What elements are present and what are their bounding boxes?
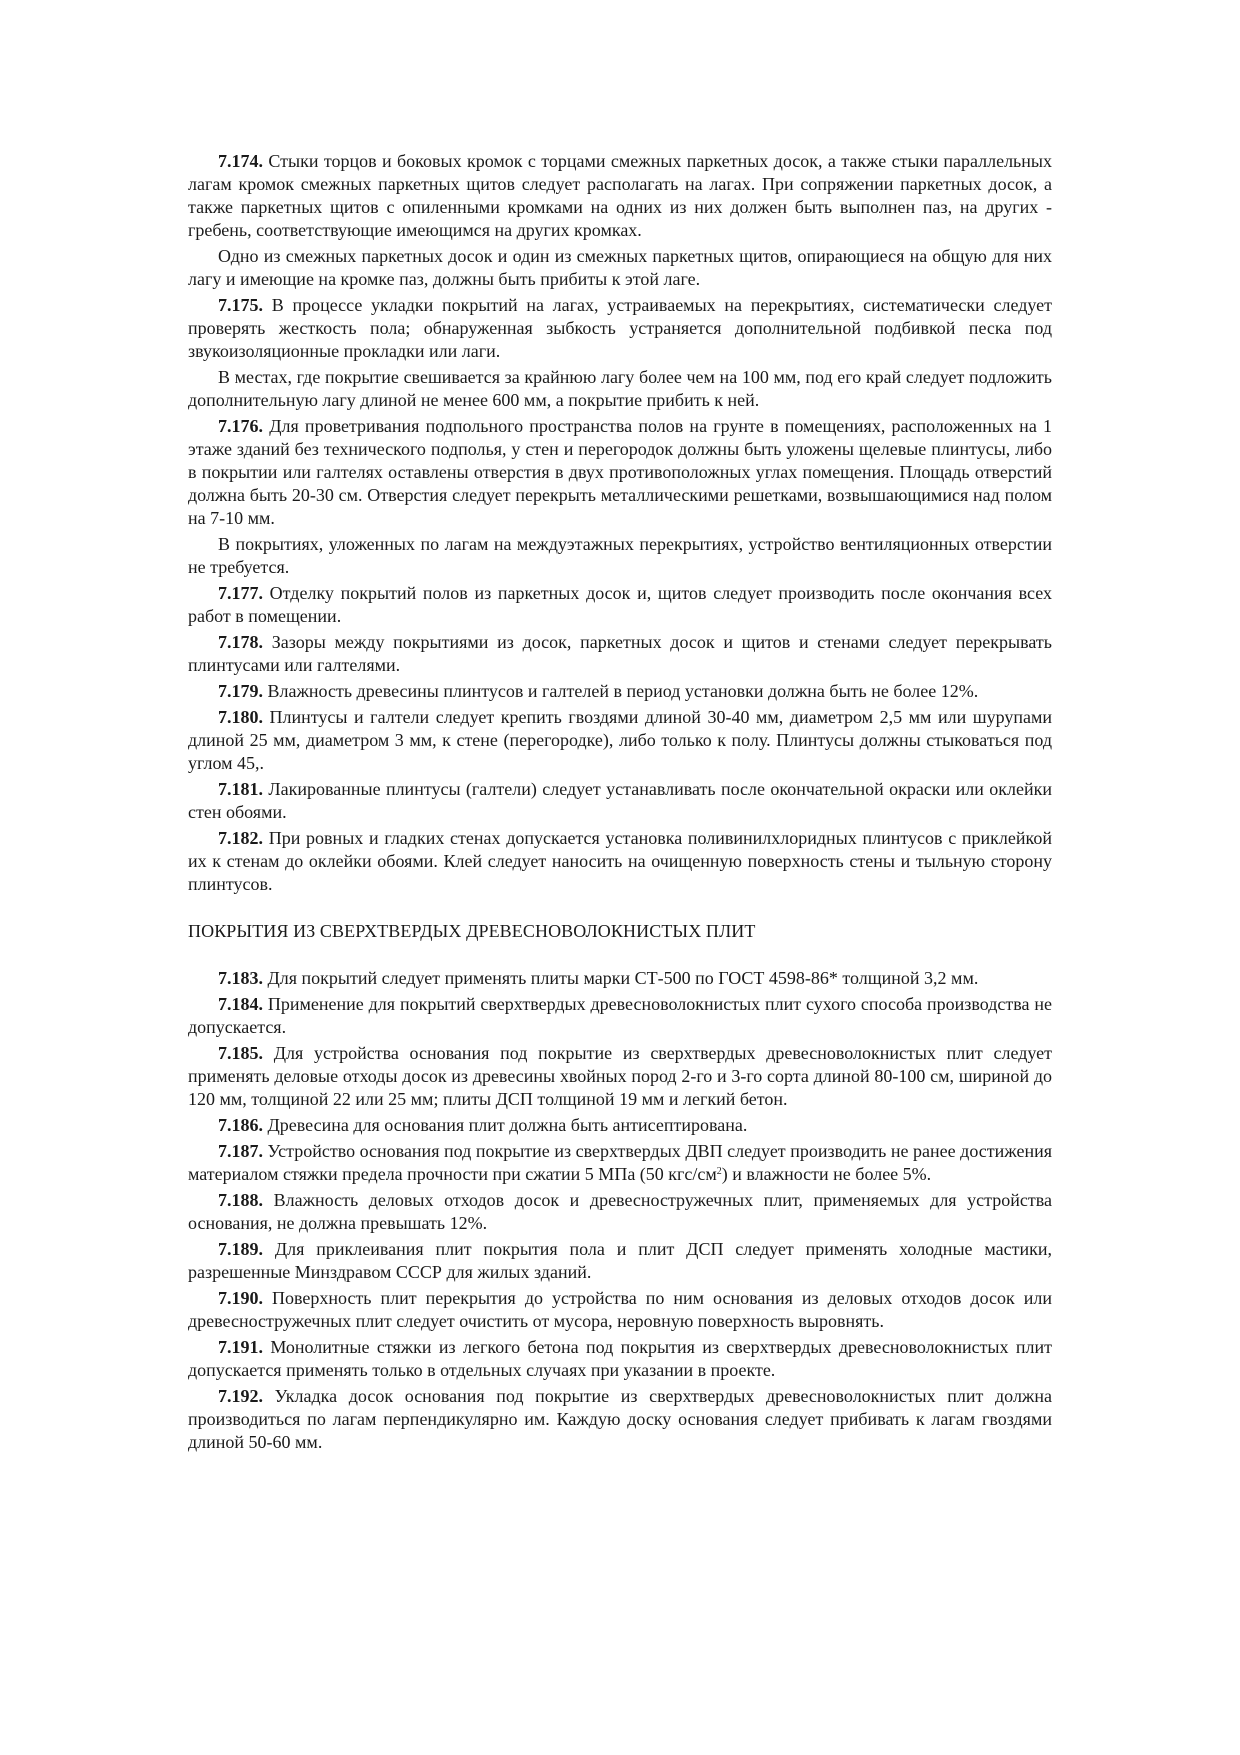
paragraph-7-178 bbox=[188, 631, 1052, 677]
clause-text: Влажность деловых отходов досок и древесностружечных плит, применяемых для устройства основания, не должна превышать 12%. bbox=[188, 1190, 1052, 1233]
paragraph-7-181 bbox=[188, 778, 1052, 824]
clause-text: Зазоры между покрытиями из досок, паркетных досок и щитов и стенами следует перекрывать плинтусами или галтелями. bbox=[188, 632, 1052, 675]
paragraph-7-176-cont bbox=[188, 533, 1052, 579]
paragraph-7-174 bbox=[188, 150, 1052, 242]
clause-number: 7.187. bbox=[218, 1141, 263, 1161]
clause-text: Древесина для основания плит должна быть антисептирована. bbox=[263, 1115, 748, 1135]
paragraph-7-182 bbox=[188, 827, 1052, 896]
clause-text: Поверхность плит перекрытия до устройства по ним основания из деловых отходов досок или древесностружечных плит следует очистить от мусора, неровную поверхность выровнять. bbox=[188, 1288, 1052, 1331]
clause-number: 7.181. bbox=[218, 779, 263, 799]
clause-text: Применение для покрытий сверхтвердых древесноволокнистых плит сухого способа производства не допускается. bbox=[188, 994, 1052, 1037]
paragraph-7-183 bbox=[188, 967, 1052, 990]
paragraph-7-176 bbox=[188, 415, 1052, 530]
clause-text: Влажность древесины плинтусов и галтелей в период установки должна быть не более 12%. bbox=[263, 681, 979, 701]
clause-number: 7.174. bbox=[218, 151, 263, 171]
document-page bbox=[188, 150, 1052, 1454]
clause-number: 7.188. bbox=[218, 1190, 263, 1210]
clause-number: 7.175. bbox=[218, 295, 263, 315]
paragraph-7-175-cont bbox=[188, 366, 1052, 412]
clause-text: Укладка досок основания под покрытие из сверхтвердых древесноволокнистых плит должна производиться по лагам перпендикулярно им. Каждую доску основания следует прибивать к лагам гвоздями длиной 50-60 мм. bbox=[188, 1386, 1052, 1452]
paragraph-7-187 bbox=[188, 1140, 1052, 1186]
clause-text: Отделку покрытий полов из паркетных досок и, щитов следует производить после окончания всех работ в помещении. bbox=[188, 583, 1052, 626]
paragraph-7-174-cont bbox=[188, 245, 1052, 291]
clause-number: 7.185. bbox=[218, 1043, 263, 1063]
clause-text: Для приклеивания плит покрытия пола и плит ДСП следует применять холодные мастики, разрешенные Минздравом СССР для жилых зданий. bbox=[188, 1239, 1052, 1282]
clause-number: 7.178. bbox=[218, 632, 263, 652]
clause-number: 7.184. bbox=[218, 994, 263, 1014]
section-heading: ПОКРЫТИЯ ИЗ СВЕРХТВЕРДЫХ ДРЕВЕСНОВОЛОКНИСТЫХ ПЛИТ bbox=[188, 921, 756, 941]
clause-number: 7.177. bbox=[218, 583, 263, 603]
paragraph-7-191 bbox=[188, 1336, 1052, 1382]
clause-text: Стыки торцов и боковых кромок с торцами смежных паркетных досок, а также стыки параллельных лагам кромок смежных паркетных щитов следует располагать на лагах. При сопряжении паркетных досок, а также паркетных щитов с опиленными кромками на одних из них должен быть выполнен паз, на других - гребень, соответствующие имеющимся на других кромках. bbox=[188, 151, 1052, 240]
clause-text: При ровных и гладких стенах допускается установка поливинилхлоридных плинтусов с приклейкой их к стенам до оклейки обоями. Клей следует наносить на очищенную поверхность стены и тыльную сторону плинтусов. bbox=[188, 828, 1052, 894]
clause-number: 7.186. bbox=[218, 1115, 263, 1135]
clause-text: Устройство основания под покрытие из сверхтвердых ДВП следует производить не ранее достижения материалом стяжки предела прочности при сжатии 5 МПа (50 кгс/см bbox=[188, 1141, 1052, 1184]
superscript: 2 bbox=[716, 1166, 722, 1177]
clause-text: ) и влажности не более 5%. bbox=[721, 1164, 932, 1184]
clause-number: 7.176. bbox=[218, 416, 263, 436]
paragraph-7-192 bbox=[188, 1385, 1052, 1454]
clause-number: 7.192. bbox=[218, 1386, 263, 1406]
paragraph-7-180 bbox=[188, 706, 1052, 775]
clause-text: Плинтусы и галтели следует крепить гвоздями длиной 30-40 мм, диаметром 2,5 мм или шурупами длиной 25 мм, диаметром 3 мм, к стене (перегородке), либо только к полу. Плинтусы должны стыковаться под углом 45,. bbox=[188, 707, 1052, 773]
clause-number: 7.191. bbox=[218, 1337, 263, 1357]
paragraph-7-188 bbox=[188, 1189, 1052, 1235]
clause-text: В процессе укладки покрытий на лагах, устраиваемых на перекрытиях, систематически следует проверять жесткость пола; обнаруженная зыбкость устраняется дополнительной подбивкой песка под звукоизоляционные прокладки или лаги. bbox=[188, 295, 1052, 361]
clause-text: Для проветривания подпольного пространства полов на грунте в помещениях, расположенных на 1 этаже зданий без технического подполья, у стен и перегородок должны быть уложены щелевые плинтусы, либо в покрытии или галтелях оставлены отверстия в двух противоположных углах помещения. Площадь отверстий должна быть 20-30 см. Отверстия следует перекрыть металлическими решетками, возвышающимися над полом на 7-10 мм. bbox=[188, 416, 1052, 528]
clause-text: В местах, где покрытие свешивается за крайнюю лагу более чем на 100 мм, под его край следует подложить дополнительную лагу длиной не менее 600 мм, а покрытие прибить к ней. bbox=[188, 367, 1052, 410]
clause-text: Монолитные стяжки из легкого бетона под покрытия из сверхтвердых древесноволокнистых плит допускается применять только в отдельных случаях при указании в проекте. bbox=[188, 1337, 1052, 1380]
paragraph-7-175 bbox=[188, 294, 1052, 363]
paragraph-7-184 bbox=[188, 993, 1052, 1039]
paragraph-7-179 bbox=[188, 680, 1052, 703]
clause-number: 7.182. bbox=[218, 828, 263, 848]
paragraph-7-186 bbox=[188, 1114, 1052, 1137]
paragraph-7-189 bbox=[188, 1238, 1052, 1284]
clause-number: 7.190. bbox=[218, 1288, 263, 1308]
clause-number: 7.189. bbox=[218, 1239, 263, 1259]
clause-number: 7.179. bbox=[218, 681, 263, 701]
clause-text: Для устройства основания под покрытие из сверхтвердых древесноволокнистых плит следует применять деловые отходы досок из древесины хвойных пород 2-го и 3-го сорта длиной 80-100 см, шириной до 120 мм, толщиной 22 или 25 мм; плиты ДСП толщиной 19 мм и легкий бетон. bbox=[188, 1043, 1052, 1109]
clause-text: В покрытиях, уложенных по лагам на междуэтажных перекрытиях, устройство вентиляционных отверстии не требуется. bbox=[188, 534, 1052, 577]
clause-text: Одно из смежных паркетных досок и один из смежных паркетных щитов, опирающиеся на общую для них лагу и имеющие на кромке паз, должны быть прибиты к этой лаге. bbox=[188, 246, 1052, 289]
clause-text: Лакированные плинтусы (галтели) следует устанавливать после окончательной окраски или оклейки стен обоями. bbox=[188, 779, 1052, 822]
clause-text: Для покрытий следует применять плиты марки СТ-500 по ГОСТ 4598-86* толщиной 3,2 мм. bbox=[263, 968, 979, 988]
paragraph-7-185 bbox=[188, 1042, 1052, 1111]
clause-number: 7.180. bbox=[218, 707, 263, 727]
paragraph-7-177 bbox=[188, 582, 1052, 628]
paragraph-7-190 bbox=[188, 1287, 1052, 1333]
clause-number: 7.183. bbox=[218, 968, 263, 988]
